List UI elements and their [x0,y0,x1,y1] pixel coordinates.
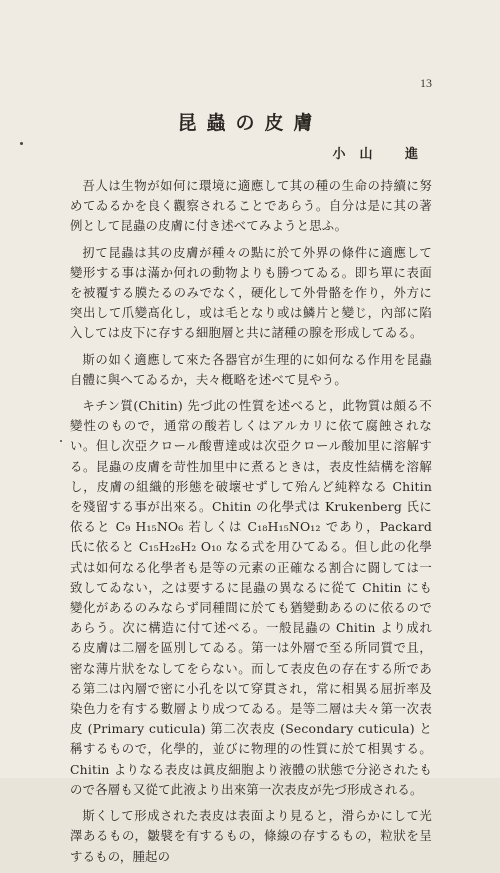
paragraph-overview: 斯の如く適應して來た各器官が生理的に如何なる作用を昆蟲自體に與へてゐるか，夫々槪略を述べて見やう。 [70,351,432,387]
paper-speck [60,440,62,442]
paragraph-surface: 斯くして形成された表皮は表面より見ると，滑らかにして光澤あるもの，皺襞を有するもの，條線の存するもの，粒狀を呈するもの，腫起の [70,808,432,864]
paragraph-skin-adaptation: 扨て昆蟲は其の皮膚が種々の點に於て外界の條件に適應して變形する事は滿か何れの動物よりも勝つてゐる。即ち單に表面を被覆する膜たるのみでなく，硬化して外骨骼を作り，外方に突出して爪變髙化し，或は毛となり或は鱗片と變じ，內部に陷入しては皮下に存する細胞層と共に諸種の腺を形成してゐる。 [70,244,432,341]
article-body [70,176,432,873]
paper-speck [20,142,23,145]
article-title: 昆蟲の皮膚 [177,112,323,134]
paragraph-chitin: キチン質(Chitin) 先づ此の性質を述べると，此物質は頗る不變性のもので，通常の酸若しくはアルカリに依て腐蝕されない。但し次亞クロール酸曹達或は次亞クロール酸加里に溶解する。昆蟲の皮膚を苛性加里中に煮るときは，表皮性結構を溶解し，皮膚の組織的形態を破壞せずして殆んど純粹なる Chitin を殘留する事が出來る。Chitin の化學式は Krukenberg 氏に依ると C₉ H₁₅NO₆ 若しくは C₁₈H₁₅NO₁₂ であり，Packard 氏に依ると C₁₅H₂₆H₂ O₁₀ なる式を用ひてゐる。但し此の化學式は如何なる化學者も是等の元素の正確なる割合に闘しては一致してゐない，之は要するに昆蟲の異なるに從て Chitin にも變化があるのみならず同種間に於ても猶變動あるのに依るのであらう。次に構造に付て述べる。一般昆蟲の Chitin より成れる皮膚は二層を區別してゐる。第一は外層で至る所同質で且，密な薄片狀をなしてをらない。而して表皮色の存在する所であ る第二は內層で密に小孔を以て穿貫され，常に相異る屈折率及染色力を有する數層より成つてゐる。是等二層は夫々第一次表皮 (Primary cuticula) 第二次表皮 (Secondary cuticula) と稱するもので，化學的，並びに物理的の性質に於て相異する。Chitin よりなる表皮は眞皮細胞より液體の狀態で分泌されたもので各層も又從て此液より出來第一次表皮が先づ形成される。 [70,398,432,797]
page-number: 13 [420,76,432,90]
paragraph-intro: 吾人は生物が如何に環境に適應して其の種の生命の持續に努めてゐるかを良く觀察されることであらう。自分は是に其の著例として昆蟲の皮膚に付き述べてみようと思ふ。 [70,178,432,234]
author-name: 小山 進 [332,147,432,162]
